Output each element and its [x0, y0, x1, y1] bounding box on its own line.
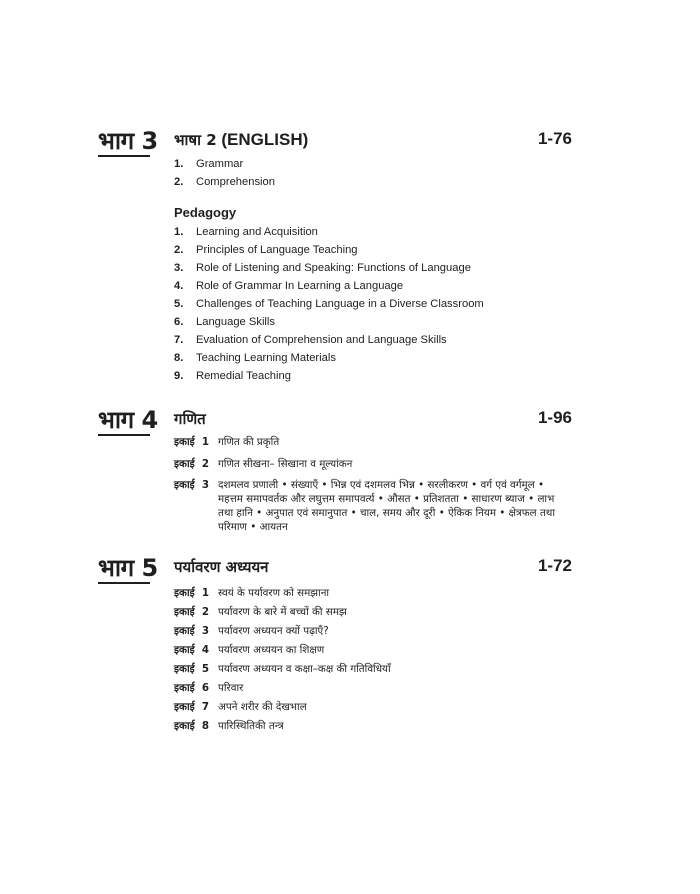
list-item: 5. Challenges of Teaching Language in a Diverse Classroom	[174, 298, 484, 310]
part-4-underline	[98, 434, 150, 436]
part-3-pages: 1-76	[537, 129, 572, 148]
part-3-title-hindi: भाषा 2	[174, 131, 217, 149]
list-item: 1. Grammar	[174, 158, 244, 170]
list-item: 3. Role of Listening and Speaking: Functions of Language	[174, 262, 471, 274]
list-item: 8. Teaching Learning Materials	[174, 352, 336, 364]
list-item: 7. Evaluation of Comprehension and Language Skills	[174, 334, 447, 346]
part-4-pages: 1-96	[537, 408, 572, 427]
list-item: 1. Learning and Acquisition	[174, 226, 318, 238]
part-3-label: भाग 3	[98, 127, 158, 155]
part-3-underline	[98, 155, 150, 157]
part-3-title-english: (ENGLISH)	[221, 130, 309, 149]
part-5-label: भाग 5	[98, 554, 158, 582]
pedagogy-heading: Pedagogy	[174, 205, 237, 220]
list-item: 9. Remedial Teaching	[174, 370, 291, 382]
list-item: 2. Principles of Language Teaching	[174, 244, 358, 256]
part-4-label: भाग 4	[98, 406, 158, 434]
list-item: 2. Comprehension	[174, 176, 275, 188]
part-5-underline	[98, 582, 150, 584]
list-item: 6. Language Skills	[174, 316, 275, 328]
part-5-pages: 1-72	[537, 556, 572, 575]
list-item: 4. Role of Grammar In Learning a Language	[174, 280, 404, 292]
part-3-title	[174, 130, 308, 150]
part-5-title: पर्यावरण अध्ययन	[174, 558, 269, 576]
part-4-title: गणित	[174, 410, 206, 428]
